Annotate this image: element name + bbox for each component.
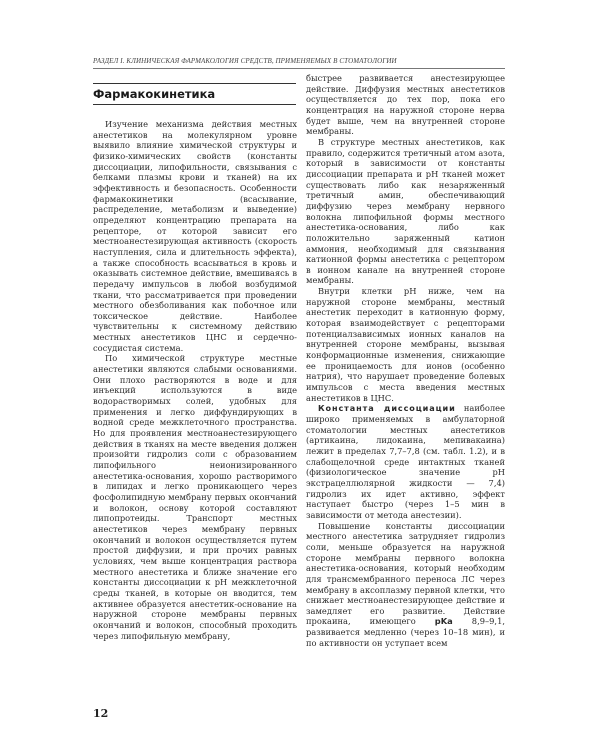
pka-term: pKa: [434, 616, 453, 627]
paragraph-text: наиболее широко применяемых в амбулаторной стоматологии местных анестетиков (артикаина, лидокаина, мепивакаина) лежит в пределах 7,7–7,8 (см. табл. 1.2), и в слабощелочной среде интактных тканей (физиологическое значение pH экстрацеллюлярной жидкости — 7,4) гидролиз их идет активно, эффект наступает быстро (через 1–5 мин в зависимости от метода анестезии).: [306, 403, 505, 520]
paragraph: В структуре местных анестетиков, как правило, содержится третичный атом азота, который в зависимости от константы диссоциации препарата и pH тканей может существовать либо как незаряженный третичный амин, обеспечивающий диффузию через мембрану нервного волокна липофильной формы местного анестетика-основания, либо как положительно заряженный катион аммония, необходимый для связывания катионной формы анестетика с рецептором в ионном канале на внутренней стороне мембраны.: [306, 136, 505, 286]
paragraph: Изучение механизма действия местных анестетиков на молекулярном уровне выявило влияние химической структуры и физико-химических свойств (константы диссоциации, липофильности, связывания с белками плазмы крови и тканей) на их эффективность и безопасность. Особенности фармакокинетики (всасывание, распределение, метаболизм и выведение) определяют концентрацию препарата на рецепторе, от которой зависит его местноанестезирующая активность (скорость наступления, сила и длительность эффекта), а также способность всасываться в кровь и оказывать системное действие, вмешиваясь в передачу импульсов в любой возбудимой ткани, что рассматривается при проведении местного обезболивания как побочное или токсическое действие. Наиболее чувствительны к системному действию местных анестетиков ЦНС и сердечно-сосудистая система.: [93, 119, 297, 353]
running-header: РАЗДЕЛ I. КЛИНИЧЕСКАЯ ФАРМАКОЛОГИЯ СРЕДСТВ, ПРИМЕНЯЕМЫХ В СТОМАТОЛОГИИ: [93, 57, 397, 65]
left-column: [93, 119, 297, 641]
paragraph-dissociation-constant: [306, 403, 505, 520]
header-rule: [93, 68, 505, 69]
section-title: Фармакокинетика: [93, 87, 216, 101]
paragraph: Внутри клетки pH ниже, чем на наружной стороне мембраны, местный анестетик переходит в катионную форму, которая взаимодействует с рецепторами потенциалзависимых ионных каналов на внутренней стороне мембраны, вызывая конформационные изменения, снижающие ее проницаемость для ионов (особенно натрия), что нарушает проведение болевых импульсов с места введения местных анестетиков в ЦНС.: [306, 286, 505, 403]
paragraph-continued: быстрее развивается анестезирующее действие. Диффузия местных анестетиков осуществляется до тех пор, пока его концентрация на наружной стороне нерва будет выше, чем на внутренней стороне мембраны.: [306, 73, 505, 137]
right-column: [306, 73, 505, 648]
term-dissociation-constant: Константа диссоциации: [318, 403, 456, 414]
paragraph-text: Повышение константы диссоциации местного анестетика затрудняет гидролиз соли, меньше образуется на наружной стороне мембраны первного волокна анестетика-основания, который необходим для трансмембранного переноса ЛС через мембрану в аксоплазму первной клетки, что снижает местноанестезирующее действие и замедляет его развитие. Действие прокаина, имеющего: [306, 520, 505, 627]
paragraph: По химической структуре местные анестетики являются слабыми основаниями. Они плохо растворяются в воде и для инъекций используются в виде водорастворимых солей, удобных для применения и легко диффундирующих в водной среде межклеточного пространства. Но для проявления местноанестезирующего действия в тканях на месте введения должен произойти гидролиз соли с образованием липофильного неионизированного анестетика-основания, хорошо растворимого в липидах и легко проникающего через фосфолипидную мембрану первых окончаний и волокон, основу которой составляют липопротеиды. Транспорт местных анестетиков через мембрану первных окончаний и волокон осуществляется путем простой диффузии, и при прочих равных условиях, чем выше концентрация раствора местного анестетика и ближе значение его константы диссоциации к pH межклеточной среды тканей, в которые он вводится, тем активнее образуется анестетик-основание на наружной стороне мембраны первных окончаний и волокон, способный проходить через липофильную мембрану,: [93, 353, 297, 641]
paragraph: [306, 521, 505, 649]
section-heading-box: [93, 83, 296, 105]
paragraph-text: 8,9–9,1, развивается медленно (через 10–18 мин), и по активности он уступает всем: [306, 616, 505, 648]
page-number: 12: [93, 707, 109, 720]
